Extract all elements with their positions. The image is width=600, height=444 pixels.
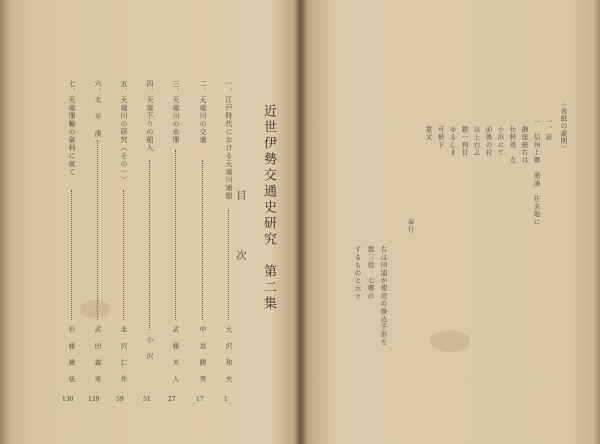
toc-entry-number: 一、 [225,80,233,96]
book-title: 近世伊勢交通史研究 第二集 [261,104,276,312]
toc-entry-author: 杉 藤 鍬 伍 [67,326,76,383]
toc-leader-dots [123,190,124,320]
toc-entry-number: 七、 [68,80,76,96]
toc-entry-author: 北 沢 仁 作 [119,326,128,383]
toc-entry-page: 51 [143,396,151,403]
toc-entry-page: 27 [168,396,176,403]
document-line: 仕候処 左 [508,118,517,165]
toc-entry-title: 天竜下りの船入 [146,96,154,152]
toc-entry-title: 天竜川の交通 [199,96,207,144]
toc-entry-author: 大 沢 和 夫 [224,326,233,383]
explanatory-note-line: 郡三役 七郷の [366,246,375,300]
document-line: 小浜にて [496,118,505,157]
book-gutter [294,0,306,444]
cover-description-header: 〈表紙の説明〉 [559,100,568,153]
left-page-edge [0,0,10,444]
toc-entry-author: 武 藤 米 人 [171,326,180,383]
contents-label-2: 次 [234,250,245,260]
explanatory-note-line: するものと云々 [353,246,362,300]
right-page-edge [592,0,600,444]
toc-entry-number: 六、 [94,80,102,96]
toc-leader-dots [149,160,150,330]
toc-entry-title: 江戸時代における天竜川通船 [225,96,233,200]
toc-entry-number: 三、 [172,80,180,96]
document-line: 奉行 [406,118,415,234]
document-line: 以上右之 [472,118,481,157]
document-line: 御座候右は [520,118,529,165]
toc-entry-page: 1 [224,396,228,403]
document-line: 銀一判目 [460,118,469,157]
toc-entry-page: 17 [196,396,204,403]
explanatory-note-line: 右は同浦が使用の掛込手形を [379,246,388,347]
document-line: 一、証 [544,118,553,142]
toc-entry-number: 四、 [146,80,154,96]
document-line: 一 信州上郷 通湊 往来地に [532,118,541,226]
toc-leader-dots [228,210,229,320]
document-line: ゆるしま [448,118,457,157]
toc-entry-title: 太 平 湊 [94,96,102,138]
paper-stain [430,330,470,352]
toc-entry-author: 武 田 義 実 [93,326,102,383]
toc-entry-author: 小 沢 [145,336,154,360]
toc-entry-title: 天竜川の水運 [172,96,180,144]
contents-label-1: 目 [234,190,245,200]
toc-leader-dots [71,190,72,320]
toc-entry-page: 129 [88,396,100,403]
toc-entry-title: 天竜川の研究（その一） [120,96,128,184]
toc-entry-author: 中 島 勝 男 [198,326,207,383]
document-line: 寛文 [424,118,433,142]
toc-leader-dots [175,150,176,320]
document-line: 前後の村 [484,118,493,157]
toc-leader-dots [202,160,203,320]
paper-stain [80,300,110,318]
document-line: 可被下 [436,118,445,149]
toc-entry-page: 59 [116,396,124,403]
toc-leader-dots [97,140,98,320]
toc-entry-number: 五、 [120,80,128,96]
toc-entry-title: 天竜運輸の資料に就て [68,96,76,176]
toc-entry-number: 二、 [199,80,207,96]
toc-entry-page: 130 [62,396,74,403]
